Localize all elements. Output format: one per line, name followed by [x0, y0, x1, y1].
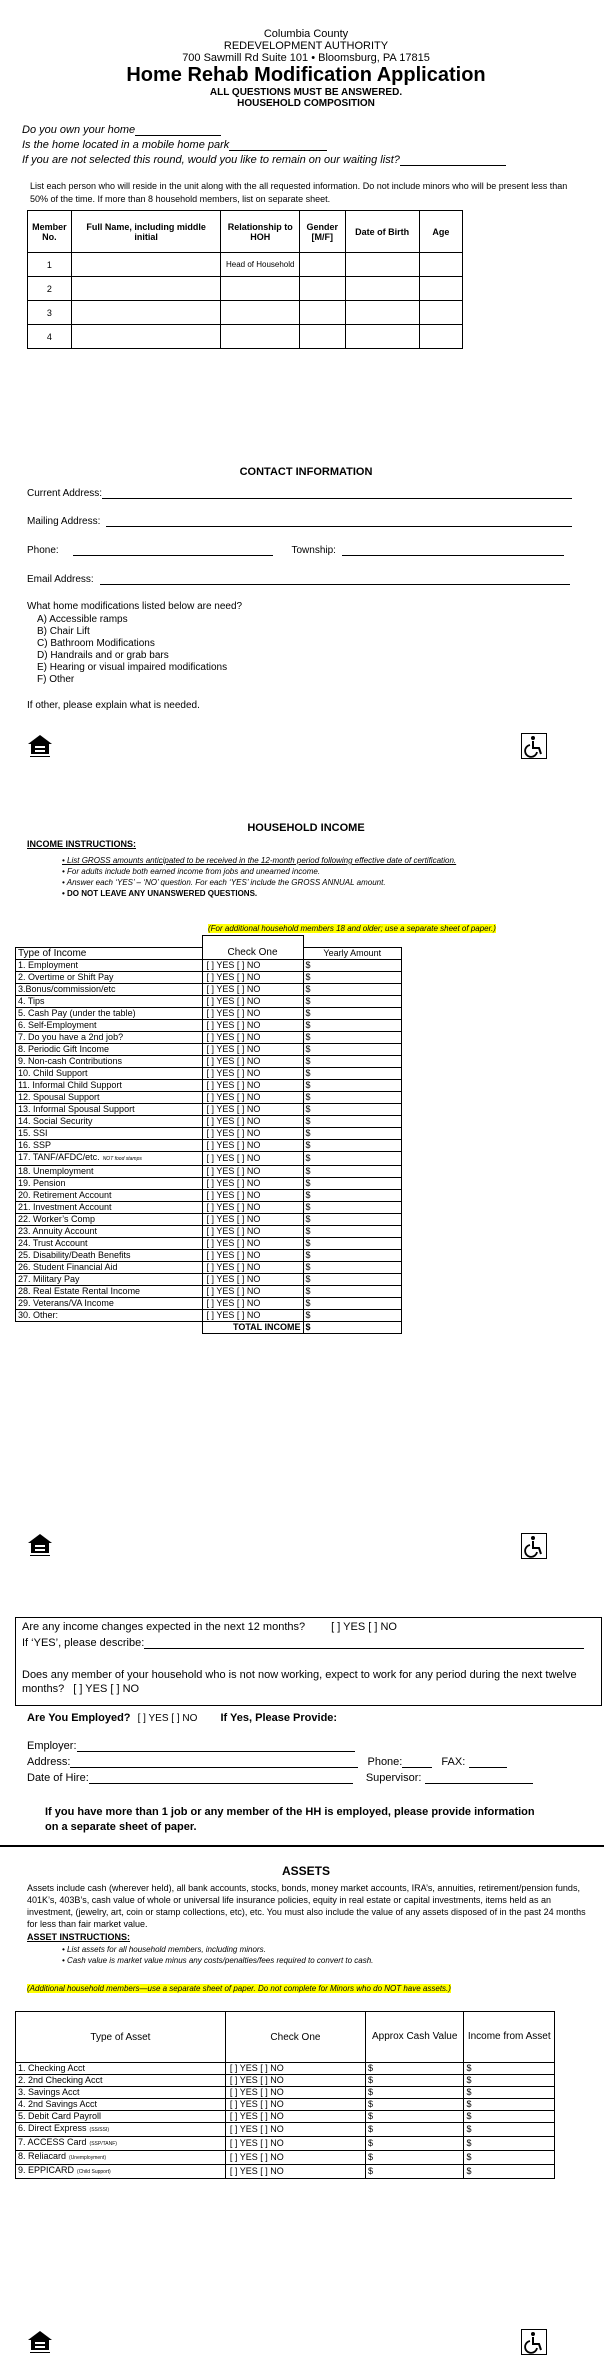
asset-income[interactable]: $ — [464, 2099, 555, 2111]
income-check[interactable]: [ ] YES [ ] NO — [202, 1201, 303, 1213]
income-type-label: 13. Informal Spousal Support — [16, 1103, 203, 1115]
income-amount[interactable]: $ — [303, 1309, 402, 1321]
income-check[interactable]: [ ] YES [ ] NO — [202, 995, 303, 1007]
income-check[interactable]: [ ] YES [ ] NO — [202, 1165, 303, 1177]
own-home-question: Do you own your home — [22, 124, 221, 136]
list-item[interactable]: F) Other — [37, 674, 75, 685]
income-amount[interactable]: $ — [303, 1249, 402, 1261]
col-check-one: Check One — [202, 947, 303, 959]
asset-income[interactable]: $ — [464, 2165, 555, 2179]
employer-field[interactable] — [77, 1742, 355, 1752]
income-type-label: 19. Pension — [16, 1177, 203, 1189]
table-row: 2 — [28, 277, 463, 301]
income-type-label: 8. Periodic Gift Income — [16, 1043, 203, 1055]
table-row — [16, 1079, 402, 1091]
income-type-label: 7. Do you have a 2nd job? — [16, 1031, 203, 1043]
current-address-row: Current Address: — [27, 488, 572, 499]
col-age: Age — [419, 211, 462, 253]
table-row — [16, 1261, 402, 1273]
asset-cash-value[interactable]: $ — [365, 2099, 463, 2111]
assets-heading: ASSETS — [281, 1864, 330, 1878]
income-check[interactable]: [ ] YES [ ] NO — [202, 1213, 303, 1225]
table-row — [16, 2063, 555, 2075]
income-amount[interactable]: $ — [303, 1273, 402, 1285]
table-row — [16, 983, 402, 995]
other-explain-note: If other, please explain what is needed. — [27, 700, 200, 711]
table-row — [16, 1103, 402, 1115]
income-type-label: 27. Military Pay — [16, 1273, 203, 1285]
table-row — [16, 1031, 402, 1043]
asset-cash-value[interactable]: $ — [365, 2063, 463, 2075]
asset-income[interactable]: $ — [464, 2063, 555, 2075]
income-type-label: 16. SSP — [16, 1139, 203, 1151]
table-row: 3 — [28, 301, 463, 325]
table-row — [16, 1249, 402, 1261]
employer-phone-field[interactable] — [402, 1758, 432, 1768]
table-row — [16, 1285, 402, 1297]
list-item: • List GROSS amounts anticipated to be received in the 12-month period following effective date of certification. — [62, 856, 457, 865]
asset-cash-value[interactable]: $ — [365, 2151, 463, 2165]
additional-members-note: (For additional household members 18 and older; use a separate sheet of paper.) — [208, 924, 496, 933]
asset-income[interactable]: $ — [464, 2123, 555, 2137]
income-check[interactable]: [ ] YES [ ] NO — [202, 1103, 303, 1115]
list-item: • Cash value is market value minus any costs/penalties/fees required to convert to cash. — [62, 1956, 374, 1965]
table-row — [16, 2165, 555, 2179]
asset-check[interactable]: [ ] YES [ ] NO — [225, 2137, 365, 2151]
equal-housing-opportunity-icon — [27, 2329, 53, 2355]
income-type-label: 1. Employment — [16, 959, 203, 971]
table-row — [16, 1297, 402, 1309]
asset-type-label: 6. Direct Express (SS/SSI) — [16, 2123, 226, 2137]
income-amount[interactable]: $ — [303, 1225, 402, 1237]
income-check[interactable]: [ ] YES [ ] NO — [202, 1127, 303, 1139]
income-changes-checkbox[interactable]: [ ] YES [ ] NO — [331, 1621, 397, 1633]
table-row — [16, 2137, 555, 2151]
income-amount[interactable]: $ — [303, 1031, 402, 1043]
contact-heading: CONTACT INFORMATION — [239, 466, 373, 478]
list-item[interactable]: D) Handrails and or grab bars — [37, 650, 169, 661]
future-work-question: Does any member of your household who is not now working, expect to work for any period during the next twelve months? [ ] YES [ ] NO — [22, 1669, 577, 1695]
describe-field[interactable] — [144, 1639, 584, 1649]
income-amount[interactable]: $ — [303, 959, 402, 971]
total-income-row — [16, 1321, 402, 1333]
income-type-label: 10. Child Support — [16, 1067, 203, 1079]
income-amount[interactable]: $ — [303, 1261, 402, 1273]
phone-field[interactable] — [73, 546, 273, 556]
total-income-label: TOTAL INCOME — [202, 1321, 303, 1333]
income-amount[interactable]: $ — [303, 983, 402, 995]
income-check[interactable]: [ ] YES [ ] NO — [202, 1285, 303, 1297]
income-type-label: 30. Other: — [16, 1309, 203, 1321]
table-row — [16, 1189, 402, 1201]
income-amount[interactable]: $ — [303, 1019, 402, 1031]
hire-date-row: Date of Hire: Supervisor: — [27, 1772, 533, 1784]
income-check[interactable]: [ ] YES [ ] NO — [202, 1261, 303, 1273]
income-amount[interactable]: $ — [303, 1151, 402, 1165]
page-title: Home Rehab Modification Application — [126, 64, 486, 86]
income-check[interactable]: [ ] YES [ ] NO — [202, 1019, 303, 1031]
col-asset-income: Income from Asset — [464, 2012, 555, 2063]
income-amount[interactable]: $ — [303, 1201, 402, 1213]
col-type-of-income: Type of Income — [16, 947, 203, 959]
section-divider — [0, 1845, 604, 1847]
township-field[interactable] — [342, 546, 564, 556]
income-changes-describe: If ‘YES’, please describe: — [22, 1637, 584, 1649]
authority-address: 700 Sawmill Rd Suite 101 • Bloomsburg, PA 17815 — [182, 52, 430, 64]
asset-instructions-label: ASSET INSTRUCTIONS: — [27, 1932, 131, 1942]
income-check[interactable]: [ ] YES [ ] NO — [202, 983, 303, 995]
employment-question-row: Are You Employed? [ ] YES [ ] NO If Yes, Please Provide: — [27, 1712, 338, 1724]
household-table — [27, 210, 463, 349]
income-type-label: 23. Annuity Account — [16, 1225, 203, 1237]
income-amount[interactable]: $ — [303, 1297, 402, 1309]
table-row — [16, 1237, 402, 1249]
income-type-label: 2. Overtime or Shift Pay — [16, 971, 203, 983]
income-type-label: 25. Disability/Death Benefits — [16, 1249, 203, 1261]
table-row: 4 — [28, 325, 463, 349]
asset-check[interactable]: [ ] YES [ ] NO — [225, 2165, 365, 2179]
household-composition-heading: HOUSEHOLD COMPOSITION — [237, 98, 375, 109]
asset-cash-value[interactable]: $ — [365, 2137, 463, 2151]
multiple-jobs-note: If you have more than 1 job or any member of the HH is employed, please provide information on a separate sheet of paper. — [45, 1806, 535, 1833]
table-row — [16, 2111, 555, 2123]
income-type-label: 15. SSI — [16, 1127, 203, 1139]
income-amount[interactable]: $ — [303, 1055, 402, 1067]
income-type-label: 17. TANF/AFDC/etc. NOT food stamps — [16, 1151, 203, 1165]
income-check[interactable]: [ ] YES [ ] NO — [202, 1007, 303, 1019]
col-relationship: Relationship to HOH — [221, 211, 300, 253]
table-row — [16, 1043, 402, 1055]
list-item: • For adults include both earned income from jobs and unearned income. — [62, 867, 321, 876]
col-member-no: Member No. — [28, 211, 72, 253]
list-item[interactable]: E) Hearing or visual impaired modifications — [37, 662, 228, 673]
table-row — [16, 971, 402, 983]
table-row — [16, 2151, 555, 2165]
income-check[interactable]: [ ] YES [ ] NO — [202, 1177, 303, 1189]
asset-income[interactable]: $ — [464, 2111, 555, 2123]
household-income-heading: HOUSEHOLD INCOME — [247, 822, 365, 834]
list-item: • Answer each ‘YES’ – ‘NO’ question. For each ‘YES’ include the GROSS ANNUAL amount. — [62, 878, 386, 887]
income-type-label: 5. Cash Pay (under the table) — [16, 1007, 203, 1019]
asset-check[interactable]: [ ] YES [ ] NO — [225, 2075, 365, 2087]
asset-income[interactable]: $ — [464, 2087, 555, 2099]
income-check[interactable]: [ ] YES [ ] NO — [202, 1237, 303, 1249]
income-type-label: 6. Self-Employment — [16, 1019, 203, 1031]
income-check[interactable]: [ ] YES [ ] NO — [202, 1151, 303, 1165]
table-row — [16, 1091, 402, 1103]
email-field[interactable] — [100, 575, 570, 585]
table-row — [16, 1165, 402, 1177]
income-check[interactable]: [ ] YES [ ] NO — [202, 1079, 303, 1091]
total-income-amount[interactable]: $ — [303, 1321, 402, 1333]
asset-check[interactable]: [ ] YES [ ] NO — [225, 2087, 365, 2099]
table-row — [16, 1139, 402, 1151]
table-row — [16, 1201, 402, 1213]
income-check[interactable]: [ ] YES [ ] NO — [202, 1273, 303, 1285]
income-check[interactable]: [ ] YES [ ] NO — [202, 1067, 303, 1079]
asset-type-label: 5. Debit Card Payroll — [16, 2111, 226, 2123]
list-item[interactable]: A) Accessible ramps — [37, 614, 128, 625]
hire-date-field[interactable] — [89, 1774, 353, 1784]
asset-additional-note: (Additional household members—use a separate sheet of paper. Do not complete for Minors who do NOT have assets.) — [27, 1984, 451, 1993]
income-amount[interactable]: $ — [303, 1091, 402, 1103]
income-amount[interactable]: $ — [303, 1189, 402, 1201]
table-row: 1 Head of Household — [28, 253, 463, 277]
table-row — [16, 1273, 402, 1285]
wheelchair-accessibility-icon — [521, 2329, 547, 2355]
asset-type-label: 8. Reliacard (Unemployment) — [16, 2151, 226, 2165]
asset-type-label: 7. ACCESS Card (SSP/TANF) — [16, 2137, 226, 2151]
income-type-label: 12. Spousal Support — [16, 1091, 203, 1103]
asset-cash-value[interactable]: $ — [365, 2087, 463, 2099]
table-row — [16, 1019, 402, 1031]
income-check[interactable]: [ ] YES [ ] NO — [202, 971, 303, 983]
income-amount[interactable]: $ — [303, 1213, 402, 1225]
income-amount[interactable]: $ — [303, 1067, 402, 1079]
income-check[interactable]: [ ] YES [ ] NO — [202, 1139, 303, 1151]
mailing-address-row: Mailing Address: — [27, 516, 572, 527]
income-check[interactable]: [ ] YES [ ] NO — [202, 1043, 303, 1055]
employer-address-row: Address: Phone: FAX: — [27, 1756, 507, 1768]
col-full-name: Full Name, including middle initial — [71, 211, 221, 253]
income-amount[interactable]: $ — [303, 1285, 402, 1297]
col-cash-value: Approx Cash Value — [365, 2012, 463, 2063]
income-instructions — [62, 855, 582, 899]
income-type-label: 4. Tips — [16, 995, 203, 1007]
col-yearly-amount: Yearly Amount — [303, 947, 402, 959]
income-type-label: 24. Trust Account — [16, 1237, 203, 1249]
income-check[interactable]: [ ] YES [ ] NO — [202, 1091, 303, 1103]
asset-instructions — [62, 1944, 373, 1966]
table-row — [16, 1309, 402, 1321]
asset-cash-value[interactable]: $ — [365, 2111, 463, 2123]
income-check[interactable]: [ ] YES [ ] NO — [202, 1249, 303, 1261]
waiting-list-question: If you are not selected this round, would you like to remain on our waiting list? — [22, 154, 506, 166]
mobile-home-field[interactable] — [229, 141, 327, 151]
income-amount[interactable]: $ — [303, 1177, 402, 1189]
income-amount[interactable]: $ — [303, 1007, 402, 1019]
wheelchair-accessibility-icon — [521, 1533, 547, 1559]
income-amount[interactable]: $ — [303, 1079, 402, 1091]
income-amount[interactable]: $ — [303, 1043, 402, 1055]
col-asset-check-one: Check One — [225, 2012, 365, 2063]
asset-type-label: 1. Checking Acct — [16, 2063, 226, 2075]
income-type-label: 20. Retirement Account — [16, 1189, 203, 1201]
asset-check[interactable]: [ ] YES [ ] NO — [225, 2151, 365, 2165]
income-amount[interactable]: $ — [303, 995, 402, 1007]
asset-type-label: 2. 2nd Checking Acct — [16, 2075, 226, 2087]
household-instructions: List each person who will reside in the unit along with the all requested information. Do not include minors who will be present less than 50% of the time. If more than 8 household members, list on separate sheet. — [30, 181, 568, 204]
asset-check[interactable]: [ ] YES [ ] NO — [225, 2111, 365, 2123]
assets-description: Assets include cash (wherever held), all bank accounts, stocks, bonds, money market accounts, IRA’s, annuities, retirement/pension funds, 401K’s, 403B’s, cash value of whole or universal life insurance policies, equity in real estate or capital investments, items held as an investment, (jewelry, art, coin or stamp collections, etc), etc. You must also include the value of any assets disposed of in the past 24 months for less than fair market value. — [27, 1883, 586, 1929]
future-work-checkbox[interactable]: [ ] YES [ ] NO — [73, 1683, 140, 1695]
asset-type-label: 3. Savings Acct — [16, 2087, 226, 2099]
asset-check[interactable]: [ ] YES [ ] NO — [225, 2099, 365, 2111]
income-amount[interactable]: $ — [303, 1115, 402, 1127]
list-item[interactable]: B) Chair Lift — [37, 626, 90, 637]
income-changes-question: Are any income changes expected in the next 12 months? [ ] YES [ ] NO — [22, 1621, 397, 1633]
employer-address-field[interactable] — [70, 1758, 358, 1768]
table-row — [16, 1177, 402, 1189]
asset-income[interactable]: $ — [464, 2137, 555, 2151]
county-name: Columbia County — [263, 28, 349, 40]
wheelchair-accessibility-icon — [521, 733, 547, 759]
income-check[interactable]: [ ] YES [ ] NO — [202, 1309, 303, 1321]
asset-cash-value[interactable]: $ — [365, 2165, 463, 2179]
income-check[interactable]: [ ] YES [ ] NO — [202, 1297, 303, 1309]
current-address-field[interactable] — [102, 489, 572, 499]
income-check[interactable]: [ ] YES [ ] NO — [202, 1115, 303, 1127]
col-type-of-asset: Type of Asset — [16, 2012, 226, 2063]
employer-fax-field[interactable] — [469, 1758, 507, 1768]
table-row — [16, 1225, 402, 1237]
own-home-field[interactable] — [135, 126, 221, 136]
asset-income[interactable]: $ — [464, 2075, 555, 2087]
income-instructions-label: INCOME INSTRUCTIONS: — [27, 839, 137, 849]
income-check[interactable]: [ ] YES [ ] NO — [202, 1225, 303, 1237]
income-check[interactable]: [ ] YES [ ] NO — [202, 1031, 303, 1043]
income-type-label: 26. Student Financial Aid — [16, 1261, 203, 1273]
asset-check[interactable]: [ ] YES [ ] NO — [225, 2063, 365, 2075]
income-type-label: 9. Non-cash Contributions — [16, 1055, 203, 1067]
table-row — [16, 959, 402, 971]
income-type-label: 18. Unemployment — [16, 1165, 203, 1177]
list-item: • DO NOT LEAVE ANY UNANSWERED QUESTIONS. — [62, 889, 258, 898]
equal-housing-opportunity-icon — [27, 733, 53, 759]
equal-housing-opportunity-icon — [27, 1532, 53, 1558]
table-row — [16, 2123, 555, 2137]
table-row — [16, 1007, 402, 1019]
income-type-label: 21. Investment Account — [16, 1201, 203, 1213]
income-check[interactable]: [ ] YES [ ] NO — [202, 959, 303, 971]
must-answer-note: ALL QUESTIONS MUST BE ANSWERED. — [209, 87, 403, 98]
income-check[interactable]: [ ] YES [ ] NO — [202, 1055, 303, 1067]
table-row — [16, 1067, 402, 1079]
income-type-label: 11. Informal Child Support — [16, 1079, 203, 1091]
income-amount[interactable]: $ — [303, 1165, 402, 1177]
mailing-address-field[interactable] — [106, 517, 572, 527]
list-item[interactable]: C) Bathroom Modifications — [37, 638, 155, 649]
email-row: Email Address: — [27, 574, 570, 585]
employed-checkbox[interactable]: [ ] YES [ ] NO — [137, 1713, 198, 1724]
table-row — [16, 1213, 402, 1225]
income-type-label: 14. Social Security — [16, 1115, 203, 1127]
income-table — [15, 935, 402, 1334]
table-row — [16, 1151, 402, 1165]
table-row — [16, 2099, 555, 2111]
authority-name: REDEVELOPMENT AUTHORITY — [223, 40, 389, 52]
table-row — [16, 1115, 402, 1127]
modifications-list — [37, 614, 227, 686]
income-amount[interactable]: $ — [303, 1139, 402, 1151]
employer-row: Employer: — [27, 1740, 355, 1752]
supervisor-field[interactable] — [425, 1774, 533, 1784]
table-row — [16, 1055, 402, 1067]
list-item: • List assets for all household members, including minors. — [62, 1945, 266, 1954]
col-dob: Date of Birth — [345, 211, 419, 253]
table-row — [16, 2075, 555, 2087]
income-type-label: 29. Veterans/VA Income — [16, 1297, 203, 1309]
asset-cash-value[interactable]: $ — [365, 2123, 463, 2137]
income-check[interactable]: [ ] YES [ ] NO — [202, 1189, 303, 1201]
assets-table — [15, 2011, 555, 2179]
asset-type-label: 4. 2nd Savings Acct — [16, 2099, 226, 2111]
income-amount[interactable]: $ — [303, 1127, 402, 1139]
mobile-home-question: Is the home located in a mobile home park — [22, 139, 327, 151]
table-row — [16, 2087, 555, 2099]
table-row — [16, 1127, 402, 1139]
table-row — [16, 995, 402, 1007]
income-amount[interactable]: $ — [303, 971, 402, 983]
asset-check[interactable]: [ ] YES [ ] NO — [225, 2123, 365, 2137]
income-amount[interactable]: $ — [303, 1237, 402, 1249]
asset-cash-value[interactable]: $ — [365, 2075, 463, 2087]
income-type-label: 28. Real Estate Rental Income — [16, 1285, 203, 1297]
income-type-label: 3.Bonus/commission/etc — [16, 983, 203, 995]
phone-row: Phone: Township: — [27, 545, 564, 556]
modifications-question: What home modifications listed below are need? — [27, 601, 243, 612]
income-type-label: 22. Worker’s Comp — [16, 1213, 203, 1225]
col-gender: Gender [M/F] — [300, 211, 345, 253]
income-amount[interactable]: $ — [303, 1103, 402, 1115]
waiting-list-field[interactable] — [400, 156, 506, 166]
asset-type-label: 9. EPPICARD (Child Support) — [16, 2165, 226, 2179]
asset-income[interactable]: $ — [464, 2151, 555, 2165]
